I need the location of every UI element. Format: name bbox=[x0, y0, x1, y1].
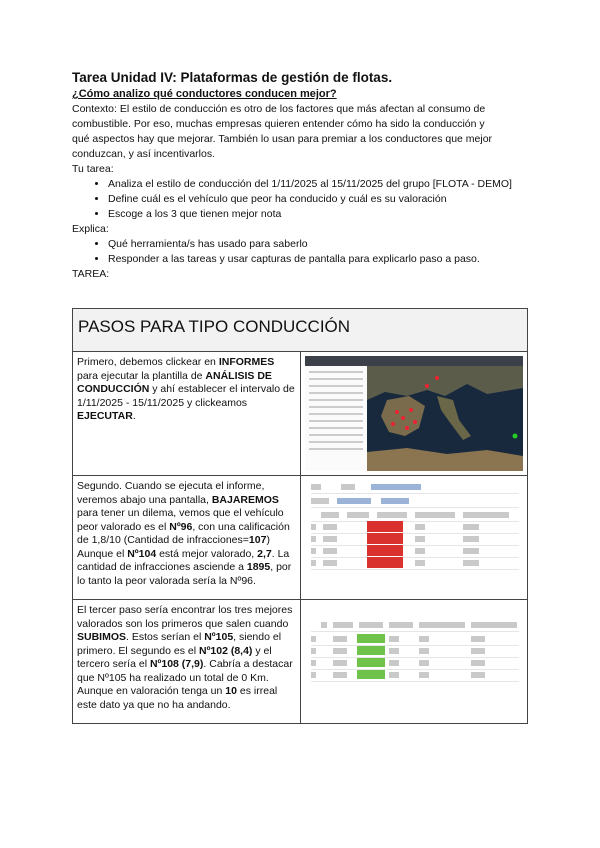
context-line: Contexto: El estilo de conducción es otro de los factores que más afectan al consumo de bbox=[72, 103, 486, 115]
map-land-illustration bbox=[367, 366, 523, 471]
step-2-screenshot-cell bbox=[301, 476, 528, 600]
data-row bbox=[311, 546, 519, 558]
header-row bbox=[311, 620, 519, 632]
bold-run: Nº96 bbox=[169, 520, 193, 533]
tab-row bbox=[311, 496, 519, 508]
list-item: • Responder a las tareas y usar capturas de pantalla para explicarlo paso a paso. bbox=[108, 252, 532, 267]
task-label: Tu tarea: bbox=[72, 163, 114, 175]
text-run: ) Aunque el bbox=[77, 534, 270, 560]
toolbar-row bbox=[311, 482, 519, 494]
text-run: y el tercero sería el bbox=[77, 644, 272, 670]
data-row bbox=[311, 658, 519, 670]
explain-list bbox=[72, 237, 532, 267]
step-3-text bbox=[73, 600, 301, 724]
list-item: • Analiza el estilo de conducción del 1/11/2025 al 15/11/2025 del grupo [FLOTA - DEMO] bbox=[108, 177, 532, 192]
bold-run: Nº105 bbox=[204, 631, 234, 643]
context-line: combustible. Por eso, muchas empresas quieren entender cómo ha sido la conducción y bbox=[72, 118, 485, 130]
step-1-text bbox=[73, 352, 301, 476]
bold-run: EJECUTAR bbox=[77, 410, 133, 422]
map-screenshot bbox=[305, 356, 523, 471]
steps-table bbox=[72, 308, 528, 724]
list-item: • Qué herramienta/s has usado para saberlo bbox=[108, 237, 532, 252]
data-row bbox=[311, 670, 519, 682]
bold-run: Nº108 (7,9) bbox=[149, 658, 204, 670]
text-run: Segundo. Cuando se ejecuta el informe, veremos abajo una pantalla, bbox=[77, 480, 265, 506]
data-row bbox=[311, 522, 519, 534]
browser-toolbar bbox=[305, 356, 523, 366]
bold-run: Nº102 (8,4) bbox=[198, 644, 253, 657]
table-row bbox=[73, 476, 528, 600]
text-run: está mejor valorado, bbox=[156, 547, 258, 560]
report-table-image bbox=[305, 480, 523, 595]
data-row bbox=[311, 646, 519, 658]
list-item: • Define cuál es el vehículo que peor ha conducido y cuál es su valoración bbox=[108, 192, 532, 207]
report-table-image bbox=[305, 604, 523, 719]
table-row bbox=[73, 600, 528, 724]
text-run: y ahí establecer el intervalo de 1/11/2025 - 15/11/2025 y clickeamos bbox=[77, 383, 295, 409]
tarea-label: TAREA: bbox=[72, 268, 110, 280]
data-row bbox=[311, 558, 519, 570]
bold-run: BAJAREMOS bbox=[211, 493, 279, 506]
bold-run: 10 bbox=[225, 685, 237, 697]
text-run: . La cantidad de infracciones asciende a bbox=[77, 547, 290, 573]
map-view bbox=[367, 366, 523, 471]
bold-run: 1895 bbox=[246, 561, 271, 573]
text-run: para tener un dilema, vemos que el vehículo peor valorado es el bbox=[77, 507, 284, 533]
data-row bbox=[311, 534, 519, 546]
bold-run: INFORMES bbox=[218, 356, 275, 368]
context-line: conduzcan, y así incentivarlos. bbox=[72, 148, 215, 160]
bold-run: Nº104 bbox=[127, 547, 157, 560]
bold-run: ANÁLISIS DE CONDUCCIÓN bbox=[77, 369, 272, 395]
step-2-text bbox=[73, 476, 301, 600]
text-run: para ejecutar la plantilla de bbox=[77, 369, 206, 382]
document-page bbox=[72, 70, 532, 282]
table-heading: PASOS PARA TIPO CONDUCCIÓN bbox=[73, 309, 528, 352]
text-run: El tercer paso sería encontrar los tres mejores valorados son los primeros que salen cuando bbox=[77, 604, 293, 630]
text-run: , por lo tanto la peor valorada sería la Nº96. bbox=[77, 561, 292, 587]
text-run: Primero, debemos clickear en bbox=[77, 356, 219, 368]
text-run: . Estos serían el bbox=[126, 631, 205, 643]
list-item: • Escoge a los 3 que tienen mejor nota bbox=[108, 207, 532, 222]
bold-run: 2,7 bbox=[257, 547, 272, 560]
text-run: , siendo el primero. El segundo es el bbox=[77, 631, 282, 657]
worst-rating-screenshot bbox=[305, 480, 523, 595]
text-run: , con una calificación de 1,8/10 (Cantidad de infracciones= bbox=[77, 520, 290, 546]
table-row bbox=[73, 352, 528, 476]
bold-run: SUBIMOS bbox=[77, 631, 127, 643]
header-row bbox=[311, 510, 519, 522]
text-run: es irreal este dato ya que no ha andando. bbox=[77, 685, 278, 711]
task-list bbox=[72, 177, 532, 222]
page-title: Tarea Unidad IV: Plataformas de gestión de flotas. bbox=[72, 70, 393, 85]
step-1-screenshot-cell bbox=[301, 352, 528, 476]
context-line: qué aspectos hay que mejorar. También lo usan para premiar a los conductores que mejor bbox=[72, 133, 493, 145]
map-window bbox=[305, 356, 523, 471]
bold-run: 107 bbox=[248, 534, 267, 546]
map-sidebar bbox=[305, 366, 367, 471]
text-run: . Cabría a destacar que Nº105 ha realizado un total de 0 Km. Aunque en valoración tenga un bbox=[77, 658, 293, 697]
best-rating-screenshot bbox=[305, 604, 523, 719]
explain-label: Explica: bbox=[72, 223, 109, 235]
step-3-screenshot-cell bbox=[301, 600, 528, 724]
text-run: . bbox=[132, 410, 136, 422]
question-heading: ¿Cómo analizo qué conductores conducen mejor? bbox=[72, 88, 337, 100]
data-row bbox=[311, 634, 519, 646]
